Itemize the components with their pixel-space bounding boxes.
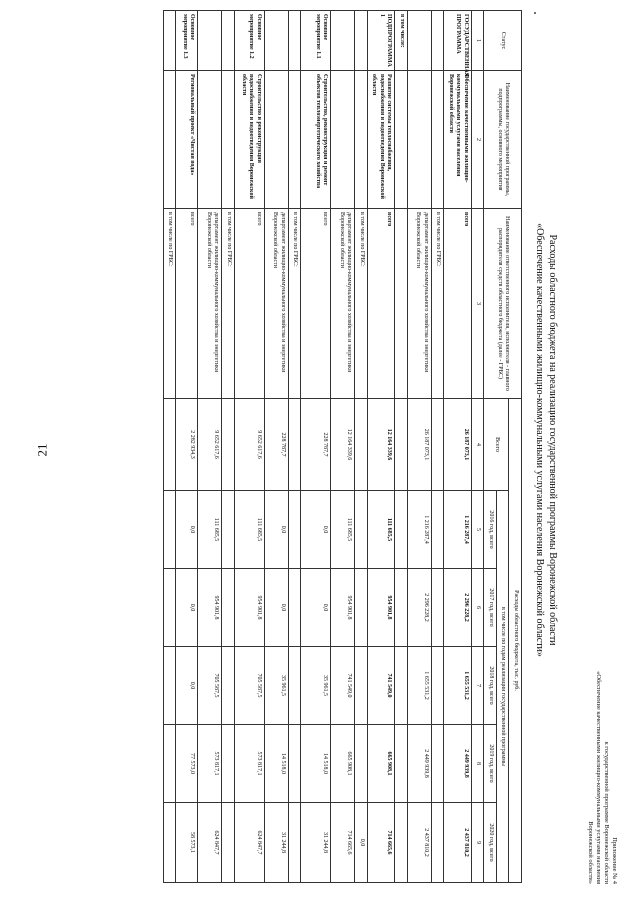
status-cell: Основное мероприятие 1.2 xyxy=(235,11,265,71)
year-value-cell: 705 587,5 xyxy=(235,647,265,725)
total-value-cell xyxy=(395,399,408,491)
year-value-cell xyxy=(222,725,235,803)
total-value-cell: 26 187 073,1 xyxy=(444,399,472,491)
year-value-cell: 2 437 810,2 xyxy=(444,803,472,883)
executor-cell: всего xyxy=(368,209,396,399)
table-row xyxy=(331,11,355,883)
year-value-cell xyxy=(355,491,368,569)
year-value-cell: 624 847,7 xyxy=(235,803,265,883)
header-by-years: в том числе по годам реализации государственной программы xyxy=(497,491,510,883)
year-value-cell: 2 449 939,8 xyxy=(444,725,472,803)
year-value-cell: 2 296 228,2 xyxy=(408,569,432,647)
program-name-cell xyxy=(432,71,445,209)
year-value-cell: 573 817,1 xyxy=(235,725,265,803)
table-row xyxy=(289,11,302,883)
column-index: 6 xyxy=(472,569,485,647)
appendix-line-4: Воронежской области» xyxy=(587,821,594,884)
total-value-cell: 9 652 617,6 xyxy=(198,399,222,491)
header-year-2020: 2020 год, всего xyxy=(484,803,497,883)
column-index-row xyxy=(472,11,485,883)
year-value-cell: 0,0 xyxy=(176,569,198,647)
header-status: Статус xyxy=(484,11,522,71)
status-cell xyxy=(265,11,289,71)
table-row xyxy=(198,11,222,883)
status-cell xyxy=(331,11,355,71)
year-value-cell xyxy=(289,647,302,725)
year-value-cell: 714 665,6 xyxy=(368,803,396,883)
year-value-cell xyxy=(355,725,368,803)
year-value-cell: 1 655 531,2 xyxy=(444,647,472,725)
year-value-cell: 954 901,8 xyxy=(198,569,222,647)
year-value-cell: 705 587,5 xyxy=(198,647,222,725)
year-value-cell: 0,0 xyxy=(265,569,289,647)
year-value-cell xyxy=(395,491,408,569)
year-value-cell xyxy=(289,725,302,803)
year-value-cell: 1 655 531,2 xyxy=(408,647,432,725)
status-cell xyxy=(408,11,432,71)
executor-cell: в том числе по ГРБС: xyxy=(222,209,235,399)
executor-cell: департамент жилищно-коммунального хозяйства и энергетики Воронежской области xyxy=(265,209,289,399)
total-value-cell xyxy=(355,399,368,491)
document-title xyxy=(533,10,558,870)
year-value-cell: 31 244,8 xyxy=(301,803,331,883)
rotated-document xyxy=(8,10,618,890)
total-value-cell xyxy=(289,399,302,491)
executor-cell: департамент жилищно-коммунального хозяйства и энергетики Воронежской области xyxy=(198,209,222,399)
column-index: 1 xyxy=(472,11,485,71)
year-value-cell xyxy=(432,491,445,569)
total-value-cell xyxy=(164,399,177,491)
year-value-cell: 35 961,5 xyxy=(301,647,331,725)
table-row xyxy=(176,11,198,883)
table-body xyxy=(164,11,472,883)
year-value-cell xyxy=(432,725,445,803)
program-name-cell xyxy=(222,71,235,209)
table-row xyxy=(444,11,472,883)
year-value-cell: 0,0 xyxy=(176,491,198,569)
year-value-cell: 0,0 xyxy=(265,491,289,569)
year-value-cell: 77 573,0 xyxy=(176,725,198,803)
header-expenses: Расходы областного бюджета, тыс. руб. xyxy=(509,399,522,883)
year-value-cell xyxy=(395,569,408,647)
year-value-cell xyxy=(164,569,177,647)
appendix-line-3: «Обеспечение качественными жилищно-коммунальными услугами населения xyxy=(595,671,602,884)
status-cell: Основное мероприятие 1.3 xyxy=(176,11,198,71)
total-value-cell xyxy=(222,399,235,491)
status-cell: ПОДПРОГРАММА 1 xyxy=(368,11,396,71)
year-value-cell xyxy=(289,491,302,569)
column-index: 3 xyxy=(472,209,485,399)
column-index: 5 xyxy=(472,491,485,569)
program-name-cell: Региональный проект «Чистая вода» xyxy=(176,71,198,209)
column-index: 2 xyxy=(472,71,485,209)
year-value-cell xyxy=(395,647,408,725)
program-name-cell xyxy=(265,71,289,209)
total-value-cell: 26 187 073,1 xyxy=(408,399,432,491)
program-name-cell xyxy=(355,71,368,209)
status-cell xyxy=(198,11,222,71)
executor-cell xyxy=(395,209,408,399)
year-value-cell: 1 216 287,4 xyxy=(444,491,472,569)
program-name-cell: Строительство, реконструкция и ремонт объектов теплоэнергетического хозяйства xyxy=(301,71,331,209)
header-year-2019: 2019 год, всего xyxy=(484,725,497,803)
year-value-cell: 665 908,1 xyxy=(368,725,396,803)
year-value-cell: 624 847,7 xyxy=(198,803,222,883)
table-row xyxy=(368,11,396,883)
year-value-cell xyxy=(164,725,177,803)
year-value-cell: 111 685,5 xyxy=(331,491,355,569)
year-value-cell: 14 518,0 xyxy=(265,725,289,803)
year-value-cell: 2 449 939,8 xyxy=(408,725,432,803)
year-value-cell xyxy=(355,647,368,725)
year-value-cell xyxy=(395,725,408,803)
year-value-cell xyxy=(164,803,177,883)
header-total: Всего xyxy=(484,399,509,491)
year-value-cell xyxy=(164,491,177,569)
program-name-cell: Развитие системы теплоснабжения, водоснабжения и водоотведения Воронежской области xyxy=(368,71,396,209)
year-value-cell xyxy=(432,569,445,647)
year-value-cell: 741 549,0 xyxy=(368,647,396,725)
executor-cell: в том числе по ГРБС: xyxy=(289,209,302,399)
header-year-2016: 2016 год, всего xyxy=(484,491,497,569)
year-value-cell xyxy=(289,803,302,883)
total-value-cell: 12 164 339,6 xyxy=(331,399,355,491)
year-value-cell xyxy=(222,491,235,569)
column-index: 7 xyxy=(472,647,485,725)
executor-cell: департамент жилищно-коммунального хозяйства и энергетики Воронежской области xyxy=(331,209,355,399)
page-number: 21 xyxy=(34,443,50,457)
header-program-name: Наименование государственной программы, подпрограммы, основного мероприятия xyxy=(484,71,522,209)
year-value-cell: 111 685,5 xyxy=(235,491,265,569)
table-row xyxy=(265,11,289,883)
total-value-cell: 9 652 617,6 xyxy=(235,399,265,491)
column-index: 4 xyxy=(472,399,485,491)
year-value-cell: 35 961,5 xyxy=(265,647,289,725)
total-value-cell xyxy=(432,399,445,491)
table-row xyxy=(164,11,177,883)
year-value-cell: 954 901,8 xyxy=(235,569,265,647)
program-name-cell xyxy=(198,71,222,209)
executor-cell: в том числе по ГРБС: xyxy=(164,209,177,399)
year-value-cell: 0,0 xyxy=(301,569,331,647)
year-value-cell xyxy=(222,647,235,725)
year-value-cell: 573 817,1 xyxy=(198,725,222,803)
year-value-cell: 31 244,8 xyxy=(265,803,289,883)
year-value-cell xyxy=(432,803,445,883)
year-value-cell: 2 296 228,2 xyxy=(444,569,472,647)
year-value-cell xyxy=(289,569,302,647)
column-index: 9 xyxy=(472,803,485,883)
executor-cell: департамент жилищно-коммунального хозяйства и энергетики Воронежской области xyxy=(408,209,432,399)
table-row xyxy=(432,11,445,883)
year-value-cell: 58 573,1 xyxy=(176,803,198,883)
title-line-1: Расходы областного бюджета на реализацию государственной программы Воронежской области xyxy=(547,234,558,646)
status-cell xyxy=(432,11,445,71)
year-value-cell: 714 665,6 xyxy=(331,803,355,883)
table-row xyxy=(301,11,331,883)
status-cell: в том числе: xyxy=(395,11,408,71)
status-cell xyxy=(289,11,302,71)
program-name-cell xyxy=(164,71,177,209)
executor-cell: всего xyxy=(444,209,472,399)
executor-cell: всего xyxy=(301,209,331,399)
year-value-cell: 0,0 xyxy=(301,491,331,569)
year-value-cell: 954 901,8 xyxy=(331,569,355,647)
year-value-cell xyxy=(222,803,235,883)
year-value-cell: 741 549,0 xyxy=(331,647,355,725)
title-line-2: «Обеспечение качественными жилищно-коммунальными услугами населения Воронежской области» xyxy=(534,223,546,657)
status-cell xyxy=(222,11,235,71)
table-row xyxy=(408,11,432,883)
total-value-cell: 228 787,7 xyxy=(265,399,289,491)
program-name-cell xyxy=(331,71,355,209)
table-row xyxy=(355,11,368,883)
year-value-cell: 0,0 xyxy=(355,803,368,883)
status-cell: Основное мероприятие 1.1 xyxy=(301,11,331,71)
year-value-cell: 954 901,8 xyxy=(368,569,396,647)
appendix-line-1: Приложение № 4 xyxy=(611,837,618,884)
executor-cell: всего xyxy=(176,209,198,399)
appendix-note xyxy=(586,464,618,884)
year-value-cell xyxy=(355,569,368,647)
header-executor: Наименование ответственного исполнителя, исполнителя - главного распорядителя средств областного бюджета (далее - ГРБС) xyxy=(484,209,522,399)
year-value-cell: 0,0 xyxy=(176,647,198,725)
year-value-cell: 1 216 287,4 xyxy=(408,491,432,569)
program-name-cell: Строительство и реконструкция водоснабжения и водоотведения Воронежской области xyxy=(235,71,265,209)
header-year-2018: 2018 год, всего xyxy=(484,647,497,725)
table-row xyxy=(395,11,408,883)
executor-cell: в том числе по ГРБС: xyxy=(355,209,368,399)
status-cell: ГОСУДАРСТВЕННАЯ ПРОГРАММА xyxy=(444,11,472,71)
program-name-cell xyxy=(395,71,408,209)
total-value-cell: 228 787,7 xyxy=(301,399,331,491)
year-value-cell: 14 518,0 xyxy=(301,725,331,803)
program-name-cell: Обеспечение качественными жилищно-коммунальными услугами населения Воронежской области xyxy=(444,71,472,209)
total-value-cell: 2 282 934,3 xyxy=(176,399,198,491)
appendix-line-2: к государственной программе Воронежской области xyxy=(603,741,610,884)
status-cell xyxy=(355,11,368,71)
year-value-cell: 111 685,5 xyxy=(368,491,396,569)
program-name-cell xyxy=(408,71,432,209)
executor-cell: в том числе по ГРБС: xyxy=(432,209,445,399)
year-value-cell: 2 437 810,2 xyxy=(408,803,432,883)
year-value-cell xyxy=(164,647,177,725)
year-value-cell xyxy=(222,569,235,647)
program-name-cell xyxy=(289,71,302,209)
column-index: 8 xyxy=(472,725,485,803)
year-value-cell: 665 908,1 xyxy=(331,725,355,803)
year-value-cell: 111 685,5 xyxy=(198,491,222,569)
year-value-cell xyxy=(395,803,408,883)
year-value-cell xyxy=(432,647,445,725)
total-value-cell: 12 164 339,6 xyxy=(368,399,396,491)
table-row xyxy=(235,11,265,883)
expenses-table xyxy=(163,10,522,883)
header-year-2017: 2017 год, всего xyxy=(484,569,497,647)
status-cell xyxy=(164,11,177,71)
table-row xyxy=(222,11,235,883)
executor-cell: всего xyxy=(235,209,265,399)
